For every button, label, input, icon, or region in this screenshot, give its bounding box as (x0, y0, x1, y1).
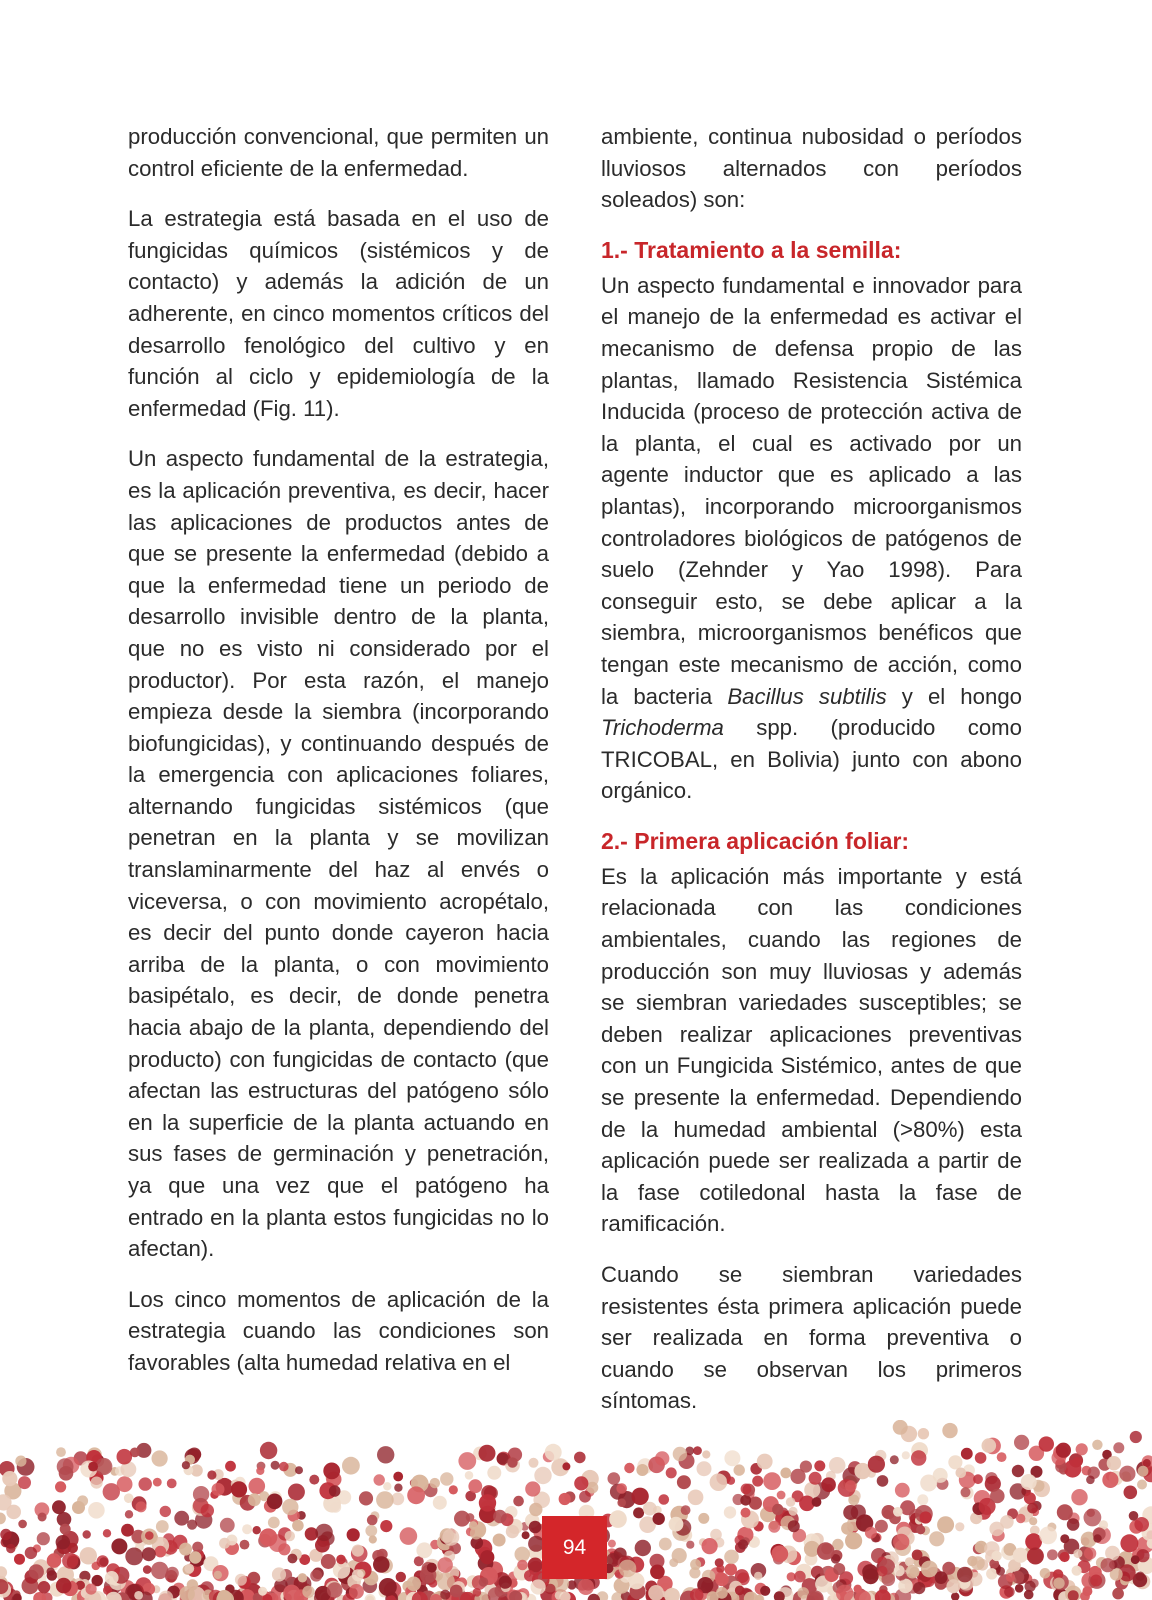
paragraph-text: Un aspecto fundamental e innovador para el manejo de la enfermedad es activar el mecanismo de defensa propio de las plantas, llamado Resistencia Sistémica Inducida (proceso de protección activa de la planta, el cual es activado por un agente inductor que es aplicado a las plantas), incorporando microorganismos controladores biológicos de patógenos de suelo (Zehnder y Yao 1998). Para conseguir esto, se debe aplicar a la siembra, microorganismos benéficos que tengan este mecanismo de acción, como la bacteria (601, 272, 1022, 709)
left-column (128, 121, 549, 1398)
species-name-trichoderma: Trichoderma (601, 715, 724, 741)
section-heading-seed-treatment: 1.- Tratamiento a la semilla: (601, 236, 902, 263)
right-paragraph-2 (601, 270, 1022, 807)
left-paragraph-4: Los cinco momentos de aplicación de la estrategia cuando las condiciones son favorables (alta humedad relativa en el (128, 1286, 549, 1375)
paragraph-text: y el hongo (901, 683, 1023, 709)
right-column (601, 121, 1022, 1436)
left-paragraph-1: producción convencional, que permiten un control eficiente de la enfermedad. (128, 124, 549, 181)
page-number: 94 (562, 1535, 587, 1559)
left-paragraph-3: Un aspecto fundamental de la estrategia, es la aplicación preventiva, es decir, hacer las aplicaciones de productos antes de que se presente la enfermedad (debido a que la enfermedad tiene un periodo de desarrollo invisible dentro de la planta, que no es visto ni considerado por el productor). Por esta razón, el manejo empieza desde la siembra (incorporando biofungicidas), y continuando después de la emergencia con aplicaciones foliares, alternando fungicidas sistémicos (que penetran en la planta y se movilizan translaminarmente del haz al envés o viceversa, o con movimiento acropétalo, es decir del punto donde cayeron hacia arriba de la planta, o con movimiento basipétalo, es decir, de donde penetra hacia abajo de la planta, dependiendo del producto) con fungicidas de contacto (que afectan las estructuras del patógeno sólo en la superficie de la planta actuando en sus fases de germinación y penetración, ya que una vez que el patógeno ha entrado en la planta estos fungicidas no lo afectan). (128, 446, 549, 1262)
page-number-badge (542, 1516, 607, 1579)
right-paragraph-1: ambiente, continua nubosidad o períodos lluviosos alternados con períodos soleados) son: (601, 124, 1022, 213)
right-paragraph-4: Cuando se siembran variedades resistentes ésta primera aplicación puede ser realizada en forma preventiva o cuando se observan los primeros síntomas. (601, 1262, 1022, 1414)
species-name-bacillus: Bacillus subtilis (727, 683, 887, 709)
paragraph-text: spp. (producido como TRICOBAL, en Bolivia) junto con abono orgánico. (601, 715, 1022, 804)
left-paragraph-2: La estrategia está basada en el uso de fungicidas químicos (sistémicos y de contacto) y además la adición de un adherente, en cinco momentos críticos del desarrollo fenológico del cultivo y en función al ciclo y epidemiología de la enfermedad (Fig. 11). (128, 206, 549, 421)
right-paragraph-3: Es la aplicación más importante y está relacionada con las condiciones ambientales, cuando las regiones de producción son muy lluviosas y además se siembran variedades susceptibles; se deben realizar aplicaciones preventivas con un Fungicida Sistémico, antes de que se presente la enfermedad. Dependiendo de la humedad ambiental (>80%) esta aplicación puede ser realizada a partir de la fase cotiledonal hasta la fase de ramificación. (601, 863, 1022, 1237)
section-heading-first-foliar: 2.- Primera aplicación foliar: (601, 827, 910, 854)
